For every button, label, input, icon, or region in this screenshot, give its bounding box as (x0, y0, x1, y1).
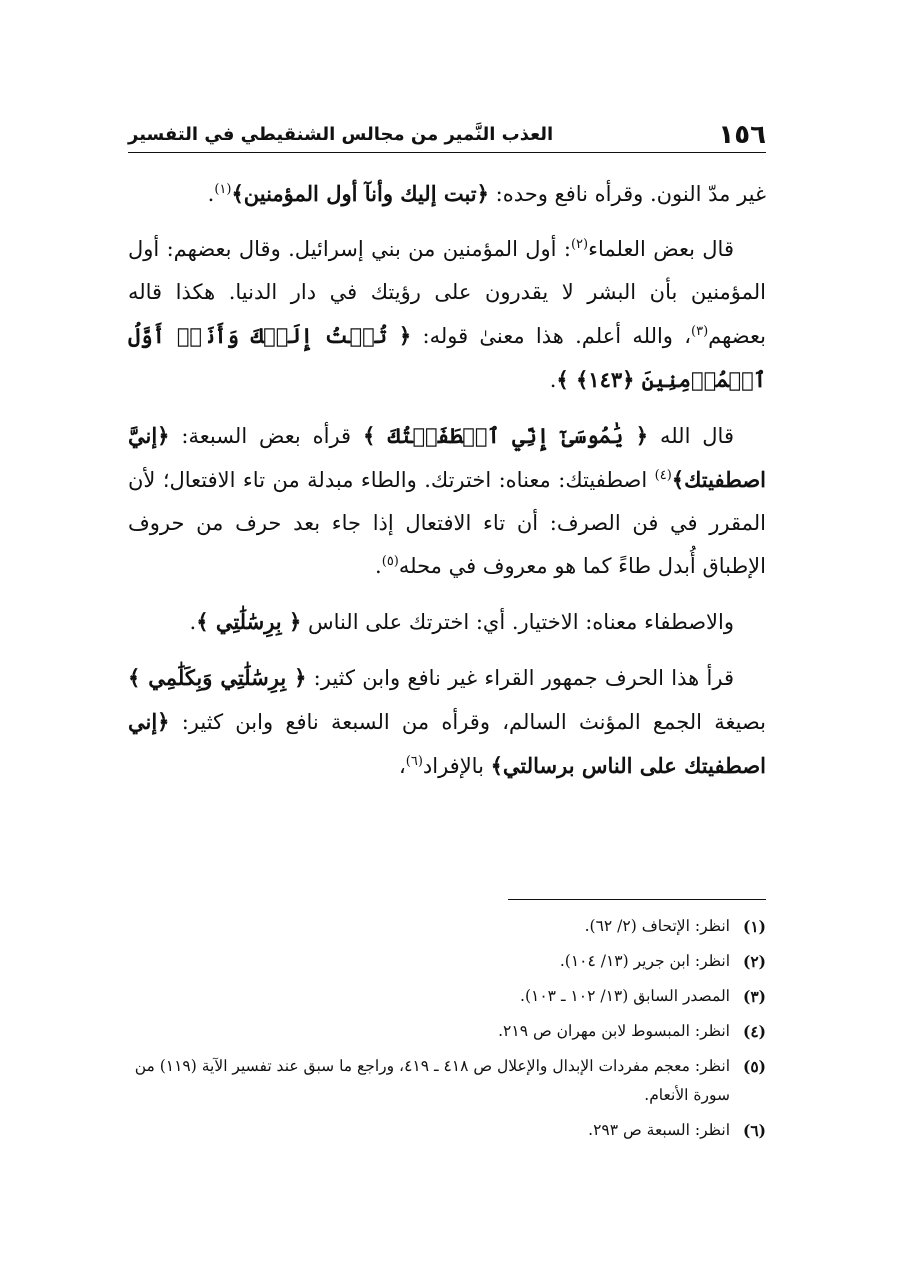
paragraph-2 (128, 228, 766, 402)
quran-quote: ﴿ يَٰمُوسَىٰٓ إِنِّي ٱصۡطَفَيۡتُكَ ﴾ (363, 423, 649, 448)
footnote-item (128, 982, 766, 1011)
footnote-text: انظر: ابن جرير (١٣/ ١٠٤). (559, 952, 730, 970)
text-span: قال بعض العلماء (588, 237, 734, 261)
page-header (128, 112, 766, 150)
quran-quote: ﴿تبت إليك وأنآ أول المؤمنين﴾ (231, 181, 489, 206)
text-span: قال الله (648, 424, 734, 448)
text-span: بالإفراد (422, 754, 491, 778)
running-title: العذب النَّمير من مجالس الشنقيطي في التفسير (128, 124, 554, 145)
text-span: . (375, 554, 382, 578)
footnote-text: انظر: معجم مفردات الإبدال والإعلال ص ٤١٨ ـ ٤١٩، وراجع ما سبق عند تفسير الآية (١١٩) من سورة الأنعام. (134, 1057, 730, 1104)
footnote-number: (١) (742, 917, 766, 936)
footnote-number: (٢) (742, 952, 766, 971)
footnote-ref[interactable]: (١) (214, 182, 232, 197)
text-span: والاصطفاء معناه: الاختيار. أي: اخترتك على الناس (301, 610, 734, 634)
quran-quote: ﴿ تُبۡتُ إِلَيۡكَ وَأَنَا۠ أَوَّلُ ٱلۡمُؤۡمِنِينَ ﴿١٤٣﴾ ﴾ (128, 323, 766, 392)
footnote-item (128, 912, 766, 941)
text-span: غير مدّ النون. وقرأه نافع وحده: (488, 182, 766, 206)
text-span: بصيغة الجمع المؤنث السالم، وقرأه من السبعة نافع وابن كثير: (169, 710, 766, 734)
footnote-text: انظر: الإتحاف (٢/ ٦٢). (584, 917, 730, 935)
footnote-item (128, 1116, 766, 1145)
text-span: قرأ هذا الحرف جمهور القراء غير نافع وابن كثير: (306, 666, 734, 690)
quran-quote: ﴿ بِرِسَٰلَٰتِي وَبِكَلَٰمِي ﴾ (128, 665, 307, 690)
footnote-ref[interactable]: (٤) (654, 468, 672, 483)
footnote-text: انظر: السبعة ص ٢٩٣. (588, 1121, 730, 1139)
reading-quote: ﴿إني اصطفيتك على الناس برسالتي﴾ (128, 709, 766, 778)
footnote-separator (508, 899, 766, 900)
paragraph-5 (128, 656, 766, 788)
footnote-number: (٦) (742, 1121, 766, 1140)
page-number: ١٥٦ (718, 120, 766, 150)
footnote-text: انظر: المبسوط لابن مهران ص ٢١٩. (498, 1022, 730, 1040)
header-rule (128, 152, 766, 153)
footnote-item (128, 947, 766, 976)
text-span: : أول المؤمنين من بني إسرائيل. وقال بعضهم: أول المؤمنين بأن البشر لا يقدرون على رؤيتك في دار الدنيا. هكذا قاله بعضهم (128, 237, 766, 348)
text-span: . (549, 368, 557, 392)
footnote-text: المصدر السابق (١٣/ ١٠٢ ـ ١٠٣). (520, 987, 730, 1005)
text-span: ، (398, 754, 406, 778)
footnote-number: (٣) (742, 987, 766, 1006)
text-span: . (189, 610, 197, 634)
text-span: . (207, 182, 215, 206)
footnote-ref[interactable]: (٢) (570, 237, 589, 252)
paragraph-3 (128, 414, 766, 588)
text-span: ، والله أعلم. هذا معنىٰ قوله: (411, 324, 692, 348)
footnote-ref[interactable]: (٥) (381, 554, 399, 569)
body-text (128, 172, 766, 800)
footnotes (128, 912, 766, 1151)
paragraph-4 (128, 600, 766, 644)
footnote-ref[interactable]: (٣) (691, 324, 709, 339)
quran-quote: ﴿ بِرِسَٰلَٰتِي ﴾ (196, 609, 302, 634)
footnote-ref[interactable]: (٦) (405, 754, 423, 769)
text-span: قرأه بعض السبعة: (169, 424, 363, 448)
footnote-item (128, 1052, 766, 1110)
footnote-number: (٤) (742, 1022, 766, 1041)
text-span: اصطفيتك: معناه: اخترتك. والطاء مبدلة من تاء الافتعال؛ لأن المقرر في فن الصرف: أن تاء الافتعال إذا جاء بعد حرف من حروف الإطباق أُبدل طاءً كما هو معروف في محله (128, 468, 766, 578)
footnote-number: (٥) (742, 1057, 766, 1076)
reading-quote: ﴿إنيَّ اصطفيتك﴾ (128, 423, 766, 492)
paragraph-1 (128, 172, 766, 216)
footnote-item (128, 1017, 766, 1046)
